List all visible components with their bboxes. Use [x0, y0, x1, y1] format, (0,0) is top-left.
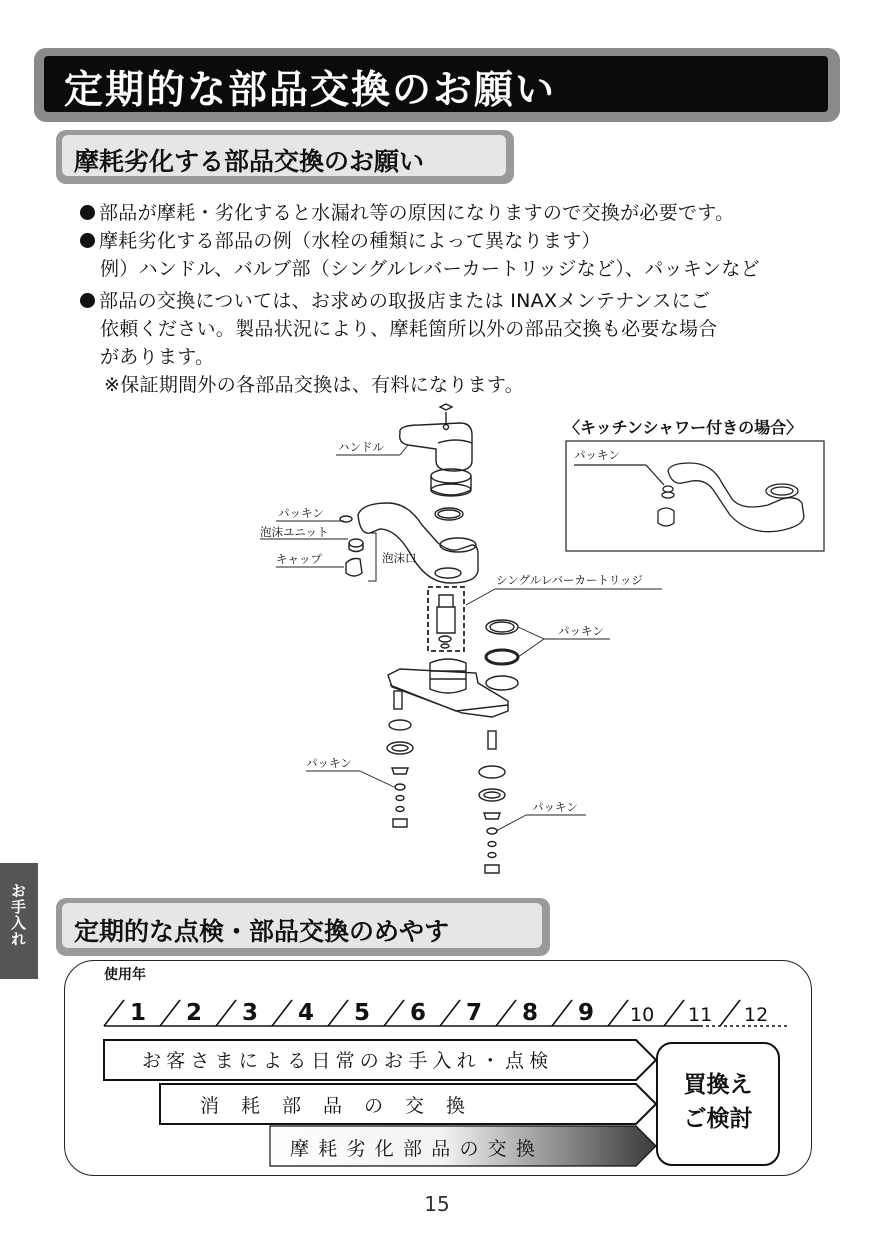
label-aerator-mouth: 泡沫口	[382, 551, 417, 565]
label-packing-bottom: パッキン	[532, 800, 578, 814]
body-line-1	[80, 198, 734, 225]
body-line-4	[80, 286, 710, 313]
year-4: 4	[298, 1000, 315, 1026]
year-9: 9	[578, 1000, 595, 1026]
section-title-schedule: 定期的な点検・部品交換のめやす	[74, 917, 450, 946]
label-packing-right: パッキン	[558, 624, 604, 638]
section-header-wear-parts	[56, 130, 514, 184]
section-header-schedule	[56, 898, 550, 956]
side-tab-label: お手入れ	[9, 883, 27, 947]
screw-cap-shape	[440, 404, 452, 410]
body-line-2	[80, 226, 601, 253]
year-6: 6	[410, 1000, 427, 1026]
bullet-icon	[80, 205, 95, 220]
body-line-3: 例）ハンドル、バルブ部（シングルレバーカートリッジなど）、パッキンなど	[100, 258, 760, 280]
label-packing-left: パッキン	[306, 756, 352, 770]
year-dividers	[100, 992, 790, 1036]
bullet-icon	[80, 233, 95, 248]
section-title-wear-parts: 摩耗劣化する部品交換のお願い	[74, 147, 425, 176]
label-cap: キャップ	[276, 552, 322, 566]
section-header-background	[62, 135, 506, 176]
side-tab-care[interactable]	[0, 863, 38, 979]
replacement-text: 買換え ご検討	[683, 1072, 753, 1132]
warranty-note: ※保証期間外の各部品交換は、有料になります。	[104, 374, 525, 396]
year-3: 3	[242, 1000, 259, 1026]
kitchen-shower-title: 〈キッチンシャワー付きの場合〉	[564, 418, 803, 437]
year-5: 5	[354, 1000, 371, 1026]
year-12: 12	[744, 1004, 769, 1026]
label-aerator-unit: 泡沫ユニット	[260, 525, 329, 539]
year-8: 8	[522, 1000, 539, 1026]
band-text-consumables: 消 耗 部 品 の 交 換	[200, 1095, 467, 1117]
body-text: 摩耗劣化する部品の例（水栓の種類によって異なります）	[99, 230, 601, 252]
band-text-wear-parts: 摩 耗 劣 化 部 品 の 交 換	[290, 1138, 537, 1160]
body-text: 部品の交換については、お求めの取扱店または INAXメンテナンスにご	[99, 290, 711, 312]
year-1: 1	[130, 1000, 147, 1026]
body-text: 部品が摩耗・劣化すると水漏れ等の原因になりますので交換が必要です。	[99, 202, 735, 224]
label-handle: ハンドル	[338, 440, 384, 454]
main-title-banner	[34, 48, 840, 122]
label-packing-top: パッキン	[278, 506, 324, 520]
replacement-box	[656, 1042, 780, 1166]
years-label: 使用年	[104, 967, 146, 983]
year-11: 11	[688, 1004, 713, 1026]
body-line-6: があります。	[100, 346, 215, 368]
kitchen-label-packing: パッキン	[574, 448, 620, 462]
body-line-5: 依頼ください。製品状況により、摩耗箇所以外の部品交換も必要な場合	[100, 318, 718, 340]
year-7: 7	[466, 1000, 483, 1026]
page-number: 15	[424, 1192, 450, 1216]
year-2: 2	[186, 1000, 203, 1026]
section-header-background	[62, 903, 542, 948]
label-cartridge: シングルレバーカートリッジ	[496, 573, 643, 587]
year-10: 10	[630, 1004, 655, 1026]
band-text-daily-care: お客さまによる日常のお手入れ・点検	[142, 1050, 554, 1072]
page-title: 定期的な部品交換のお願い	[64, 68, 557, 113]
bullet-icon	[80, 293, 95, 308]
main-title-background	[44, 56, 828, 112]
faucet-parts-diagram	[240, 395, 840, 890]
